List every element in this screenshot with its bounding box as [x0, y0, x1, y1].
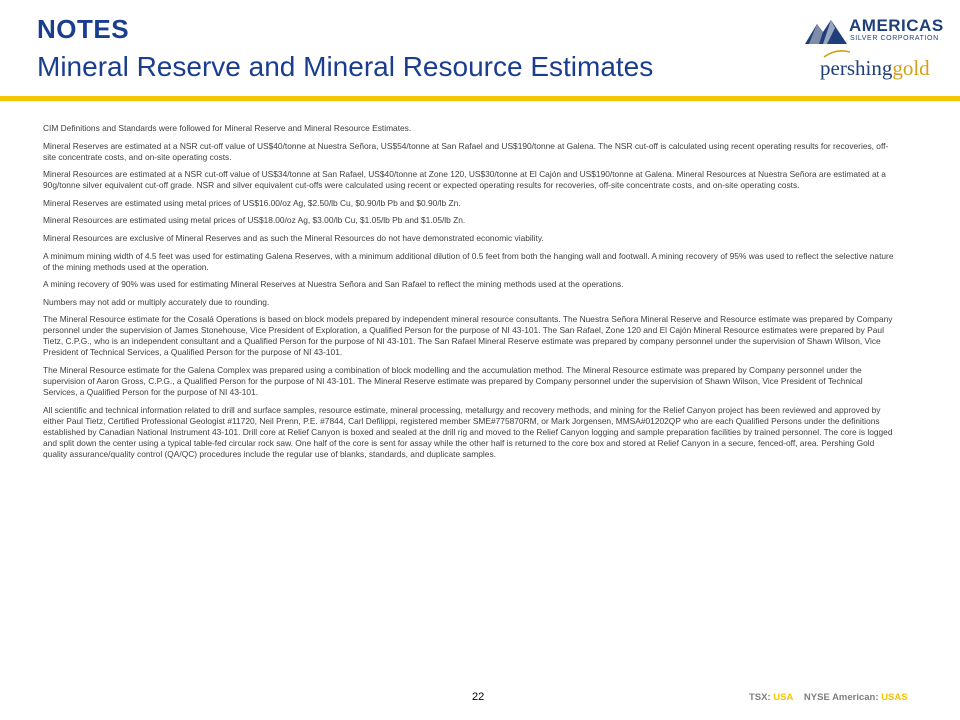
americas-logo-subtitle: SILVER CORPORATION [850, 35, 939, 42]
ticker-symbols [749, 692, 908, 703]
note-paragraph: Numbers may not add or multiply accurately due to rounding. [43, 296, 270, 307]
note-paragraph: Mineral Resources are estimated using metal prices of US$18.00/oz Ag, $3.00/lb Cu, $1.05/lb Pb and $1.05/lb Zn. [43, 215, 466, 226]
mountain-icon [805, 16, 849, 46]
note-paragraph: CIM Definitions and Standards were followed for Mineral Reserve and Mineral Resource Estimates. [43, 123, 412, 133]
nyse-symbol: USAS [881, 692, 908, 703]
pershing-gold-logo [820, 56, 930, 81]
note-paragraph: A minimum mining width of 4.5 feet was used for estimating Galena Reserves, with a minimum additional dilution of 0.5 feet from both the hanging wall and footwall. A mining recovery of 95% was used to reflect the selective nature of the mining methods used at the operation. [43, 250, 894, 272]
note-paragraph: The Mineral Resource estimate for the Cosalá Operations is based on block models prepared by independent mineral resource consultants. The Nuestra Señora Mineral Reserve and Resource estimate was prepared by Company personnel under the supervision of James Stonehouse, Vice President of Exploration, a Qualified Person for the purpose of NI 43-101. The San Rafael, Zone 120 and El Cajón Mineral Resource estimates were prepared by Paul Tietz, C.P.G., who is an independent consultant and a Qualified Person for the purpose of NI 43-101. The San Rafael Mineral Reserve estimate was prepared by company personnel under the supervision of Shawn Wilson, Vice President of Technical Services, a Qualified Person for the purpose of NI 43-101. [43, 314, 893, 358]
note-paragraph: The Mineral Resource estimate for the Galena Complex was prepared using a combination of block modelling and the accumulation method. The Mineral Resource estimate was prepared by Company personnel under the supervision of Aaron Gross, C.P.G., a Qualified Person for the purpose of NI 43-101. The Mineral Reserve estimate was prepared by Company personnel under the supervision of Shawn Wilson, Vice President of Technical Services, a Qualified Person for the purpose of NI 43-101. [43, 364, 863, 397]
pershing-logo-part1: pershing [820, 56, 893, 80]
notes-body [43, 123, 898, 466]
page-title: NOTES [37, 14, 130, 44]
page-number: 22 [472, 691, 485, 703]
note-paragraph: Mineral Resources are exclusive of Mineral Reserves and as such the Mineral Resources do not have demonstrated economic viability. [43, 232, 544, 243]
tsx-symbol: USA [773, 692, 794, 703]
note-paragraph: Mineral Reserves are estimated using metal prices of US$16.00/oz Ag, $2.50/lb Cu, $0.90/lb Pb and $0.90/lb Zn. [43, 197, 461, 208]
header-divider [0, 96, 960, 101]
pershing-logo-part2: gold [892, 56, 930, 80]
note-paragraph: All scientific and technical information related to drill and surface samples, resource estimate, mineral processing, metallurgy and recovery methods, and mining for the Relief Canyon project has been reviewed and approved by either Paul Tietz, Certified Professional Geologist #11720, Neil Prenn, P.E. #7844, Carl Defilippi, registered member SME#775870RM, or Mark Jorgensen, MMSA#01202QP who are each Qualified Persons under the definitions established by Canadian National Instrument 43-101. Drill core at Relief Canyon is boxed and sealed at the drill rig and moved to the Relief Canyon logging and sample preparation facilities by trained personnel. The core is logged and split down the center using a typical table-fed circular rock saw. One half of the core is sent for assay while the other half is returned to the core box and stored at Relief Canyon in a secure, fenced-off, area. Pershing Gold quality assurance/quality control (QA/QC) procedures include the regular use of blanks, standards, and duplicate samples. [43, 404, 893, 459]
nyse-label: NYSE American: [803, 692, 879, 703]
note-paragraph: Mineral Resources are estimated at a NSR cut-off value of US$34/tonne at San Rafael, US$40/tonne at Zone 120, US$30/tonne at El Cajón and US$190/tonne at Galena. Mineral Resources at Nuestra Señora are estimated at a 90g/tonne silver equivalent cut-off grade. NSR and silver equivalent cut-offs were calculated using recent or expected operating results for recoveries, off-site concentrate costs, and on-site operating costs. [43, 169, 886, 191]
note-paragraph: Mineral Reserves are estimated at a NSR cut-off value of US$40/tonne at Nuestra Señora, US$54/tonne at San Rafael and US$190/tonne at Galena. The NSR cut-off is calculated using recent operating results for recoveries, off-site concentrate costs, and on-site operating costs. [43, 140, 889, 162]
tsx-label: TSX: [749, 692, 771, 703]
americas-logo-name: AMERICAS [849, 16, 944, 35]
page-subtitle: Mineral Reserve and Mineral Resource Estimates [37, 51, 654, 82]
americas-silver-logo [805, 16, 944, 46]
note-paragraph: A mining recovery of 90% was used for estimating Mineral Reserves at Nuestra Señora and San Rafael to reflect the mining methods used at the operations. [43, 279, 624, 290]
